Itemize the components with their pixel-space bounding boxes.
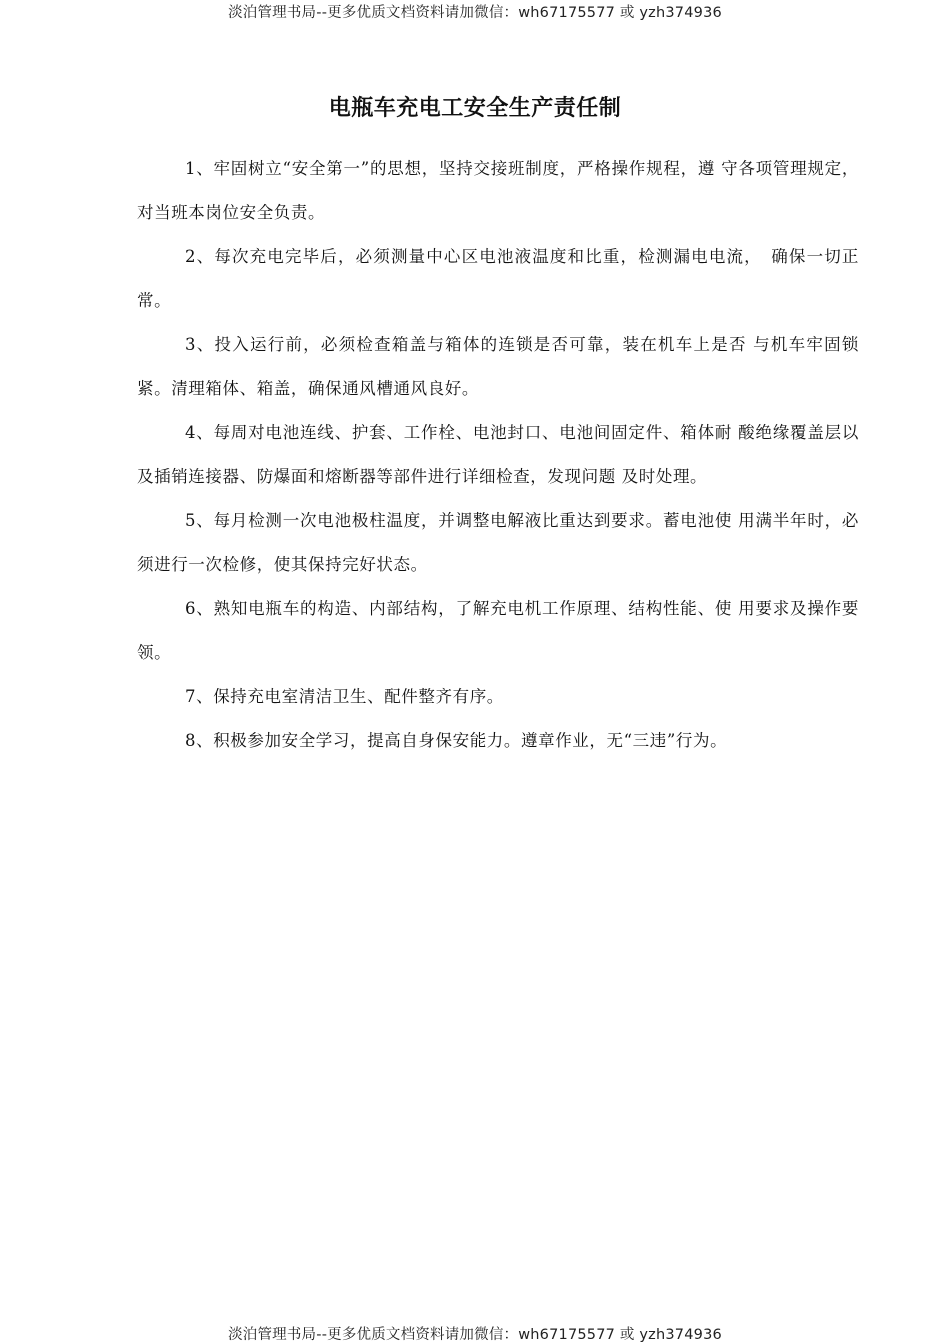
clause-7: 7、保持充电室清洁卫生、配件整齐有序。 bbox=[185, 687, 504, 706]
clause-2: 2、每次充电完毕后，必须测量中心区电池液温度和比重，检测漏电电流， 确保一切正常。 bbox=[137, 247, 859, 310]
document-title: 电瓶车充电工安全生产责任制 bbox=[328, 96, 622, 121]
clause-list bbox=[137, 147, 859, 763]
clause-1: 1、牢固树立“安全第一”的思想，坚持交接班制度，严格操作规程，遵 守各项管理规定，对当班本岗位安全负责。 bbox=[137, 159, 859, 222]
clause-4: 4、每周对电池连线、护套、工作栓、电池封口、电池间固定件、箱体耐 酸绝缘覆盖层以及插销连接器、防爆面和熔断器等部件进行详细检查，发现问题 及时处理。 bbox=[137, 423, 859, 486]
page-header: 淡泊管理书局--更多优质文档资料请加微信：wh67175577 或 yzh374936 bbox=[228, 5, 722, 21]
clause-8: 8、积极参加安全学习，提高自身保安能力。遵章作业，无“三违”行为。 bbox=[185, 731, 728, 750]
clause-3: 3、投入运行前，必须检查箱盖与箱体的连锁是否可靠，装在机车上是否 与机车牢固锁紧。清理箱体、箱盖，确保通风槽通风良好。 bbox=[137, 335, 859, 398]
clause-5: 5、每月检测一次电池极柱温度，并调整电解液比重达到要求。蓄电池使 用满半年时，必须进行一次检修，使其保持完好状态。 bbox=[137, 511, 859, 574]
page-footer: 淡泊管理书局--更多优质文档资料请加微信：wh67175577 或 yzh374936 bbox=[228, 1327, 722, 1343]
clause-6: 6、熟知电瓶车的构造、内部结构，了解充电机工作原理、结构性能、使 用要求及操作要领。 bbox=[137, 599, 859, 662]
